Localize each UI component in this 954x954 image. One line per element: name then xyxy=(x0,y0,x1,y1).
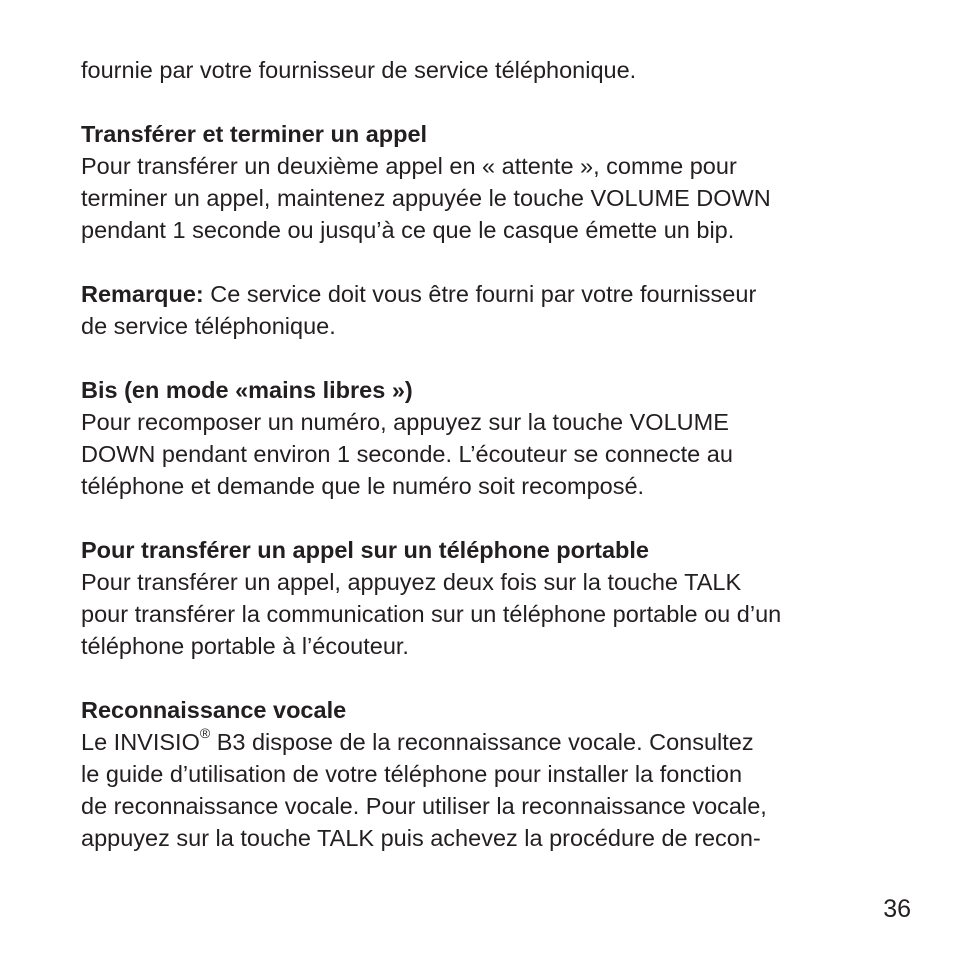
section-line: Pour recomposer un numéro, appuyez sur la touche VOLUME xyxy=(81,409,729,435)
intro-line: fournie par votre fournisseur de service téléphonique. xyxy=(81,57,637,83)
product-name: Le INVISIO xyxy=(81,729,200,755)
section-line: le guide d’utilisation de votre téléphone pour installer la fonction xyxy=(81,761,743,787)
section-heading-transfer-phone: Pour transférer un appel sur un téléphone portable xyxy=(81,537,650,563)
page-number: 36 xyxy=(883,895,911,923)
note-line xyxy=(81,278,881,310)
paragraph-gap xyxy=(81,86,881,118)
section-line: terminer un appel, maintenez appuyée le touche VOLUME DOWN xyxy=(81,185,771,211)
section-line: téléphone et demande que le numéro soit recomposé. xyxy=(81,473,645,499)
registered-mark: ® xyxy=(199,725,211,742)
section-heading-voice-recognition: Reconnaissance vocale xyxy=(81,697,347,723)
paragraph-gap xyxy=(81,662,881,694)
section-line: appuyez sur la touche TALK puis achevez la procédure de recon- xyxy=(81,825,761,851)
section-line xyxy=(81,726,881,758)
section-line: téléphone portable à l’écouteur. xyxy=(81,633,409,659)
section-heading-transfer-end: Transférer et terminer un appel xyxy=(81,121,428,147)
section-line: DOWN pendant environ 1 seconde. L’écouteur se connecte au xyxy=(81,441,733,467)
section-line-text: B3 dispose de la reconnaissance vocale. Consultez xyxy=(210,729,754,755)
note-text: Ce service doit vous être fourni par votre fournisseur xyxy=(203,281,757,307)
section-heading-redial: Bis (en mode «mains libres ») xyxy=(81,377,413,403)
paragraph-gap xyxy=(81,502,881,534)
section-line: Pour transférer un deuxième appel en « attente », comme pour xyxy=(81,153,737,179)
paragraph-gap xyxy=(81,342,881,374)
section-line: de reconnaissance vocale. Pour utiliser la reconnaissance vocale, xyxy=(81,793,767,819)
section-line: pendant 1 seconde ou jusqu’à ce que le casque émette un bip. xyxy=(81,217,735,243)
document-body xyxy=(81,54,881,854)
section-line: de service téléphonique. xyxy=(81,313,336,339)
section-line: Pour transférer un appel, appuyez deux fois sur la touche TALK xyxy=(81,569,742,595)
paragraph-gap xyxy=(81,246,881,278)
note-label: Remarque: xyxy=(81,281,204,307)
section-line: pour transférer la communication sur un téléphone portable ou d’un xyxy=(81,601,782,627)
